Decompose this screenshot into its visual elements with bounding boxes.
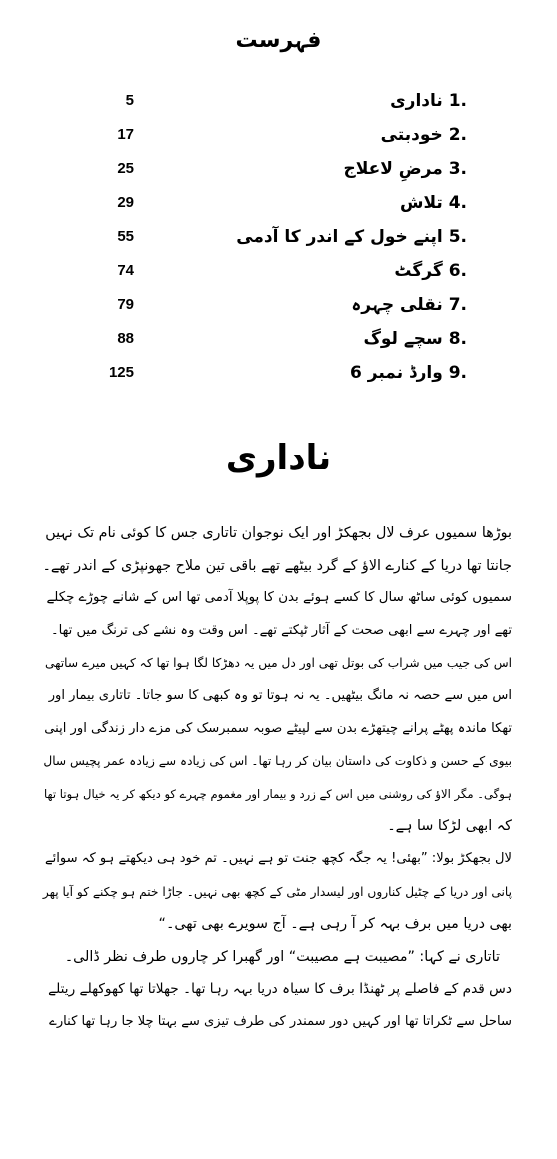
toc-title: فہرست [235,28,322,53]
toc-entry-label: .5 اپنے خول کے اندر کا آدمی [236,227,467,247]
table-of-contents [0,90,557,396]
toc-page-number: 17 [117,126,134,143]
text-line: تاتاری نے کہا: ”مصیبت ہے مصیبت“ اور گھبرا کر چاروں طرف نظر ڈالی۔ [64,948,500,965]
text-line: کہ ابھی لڑکا سا ہے۔ [387,818,512,835]
text-line: تھے اور چہرے سے ابھی صحت کے آثار ٹپکتے تھے۔ اس وقت وہ نشے کی ترنگ میں تھا۔ [50,622,512,638]
toc-row [0,328,557,362]
text-line: اس کی جیب میں شراب کی بوتل تھی اور دل میں یہ دھڑکا لگا ہوا تھا کہ کہیں میرے ساتھی [45,656,512,671]
toc-page-number: 125 [108,364,134,381]
toc-page-number: 25 [117,160,134,177]
chapter-body [42,517,512,1039]
toc-page-number: 88 [117,330,134,347]
text-line: ہوگی۔ مگر الاؤ کی روشنی میں اس کے زرد و بیمار اور مغموم چہرے کو دیکھ کر یہ خیال ہوتا تھا [44,786,512,801]
toc-row [0,158,557,192]
toc-row [0,124,557,158]
toc-row [0,90,557,124]
text-line: سمیوں کوئی ساٹھ سال کا کسے ہوئے بدن کا پوپلا آدمی تھا اس کے شانے چوڑے چکلے [46,590,512,606]
text-line: دس قدم کے فاصلے پر ٹھنڈا برف کا سیاہ دریا بہہ رہا تھا۔ جھلاتا تھا کھوکھلے ریتلے [48,981,512,998]
toc-entry-label: .8 سچے لوگ [363,329,467,349]
toc-entry-label: .6 گرگٹ [394,261,467,281]
text-line: بیوی کے حسن و ذکاوت کی داستان بیان کر رہا تھا۔ اس کی زیادہ سے زیادہ عمر پچیس سال [43,754,512,769]
toc-row [0,192,557,226]
text-line: لال بجھکڑ بولا: ”بھئی! یہ جگہ کچھ جنت تو ہے نہیں۔ تم خود ہی دیکھتے ہو کہ سوائے [44,850,512,866]
text-line: بھی دریا میں برف بہہ کر آ رہی ہے۔ آج سویرے بھی تھی۔“ [158,916,512,933]
text-line: ساحل سے ٹکراتا تھا اور کہیں دور سمندر کی طرف تیزی سے بہتا چلا جا رہا تھا کنارے [49,1013,512,1029]
toc-page-number: 74 [117,262,134,279]
toc-entry-label: .7 نقلی چہرہ [351,295,467,315]
text-line: بوڑھا سمیوں عرف لال بجھکڑ اور ایک نوجوان تاتاری جس کا کوئی نام تک نہیں [45,525,512,541]
toc-page-number: 29 [117,194,134,211]
toc-page-number: 79 [117,296,134,313]
toc-page-number: 5 [125,92,134,109]
toc-row [0,362,557,396]
toc-entry-label: .9 وارڈ نمبر 6 [350,363,467,383]
toc-entry-label: .4 تلاش [400,193,467,213]
toc-entry-label: .1 ناداری [390,91,467,111]
text-line: تھکا ماندہ پھٹے پرانے چیتھڑے بدن سے لپیٹے صوبہ سمبرسک کی مزے دار زندگی اور اپنی [44,720,512,736]
chapter-title: ناداری [225,438,332,478]
toc-row [0,294,557,328]
toc-entry-label: .2 خودبتی [380,125,467,145]
text-line: پانی اور دریا کے چٹیل کناروں اور لیسدار مٹی کے کچھ بھی نہیں۔ جاڑا ختم ہو چکنے کو آیا پھر [42,884,512,899]
text-line: اس میں سے حصہ نہ مانگ بیٹھیں۔ یہ نہ ہوتا تو وہ کبھی کا سو جاتا۔ تاتاری بیمار اور [48,687,512,703]
toc-row [0,226,557,260]
toc-page-number: 55 [117,228,134,245]
toc-row [0,260,557,294]
text-line: جانتا تھا دریا کے کنارے الاؤ کے گرد بیٹھے تھے باقی تین ملاح جھونپڑی کے اندر تھے۔ [42,557,512,574]
toc-entry-label: .3 مرضِ لاعلاج [343,159,467,179]
